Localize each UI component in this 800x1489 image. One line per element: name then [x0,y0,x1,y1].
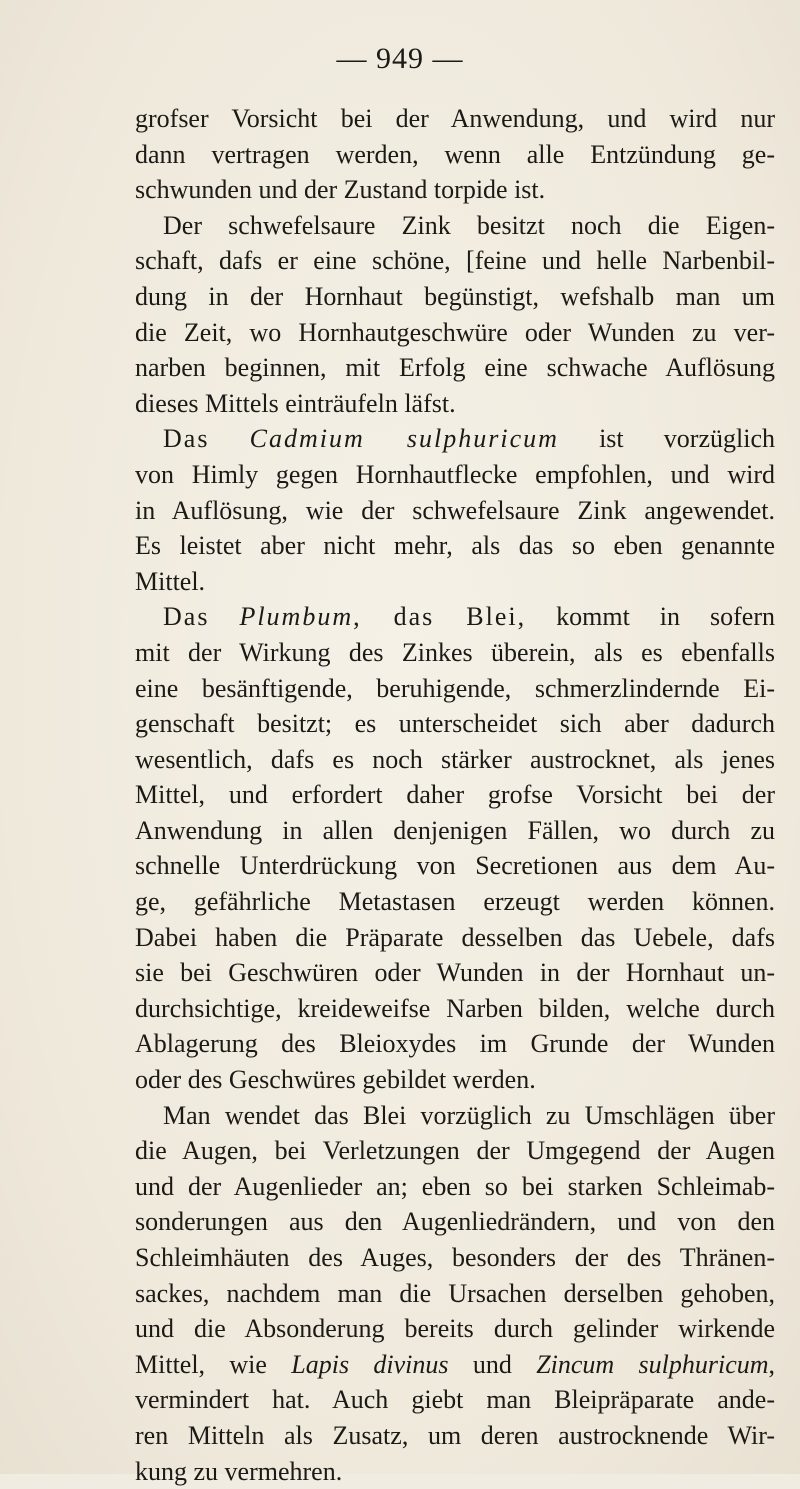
text-line: Anwendung in allen denjenigen Fällen, wo durch zu [135,815,775,845]
text-line: Der schwefelsaure Zink besitzt noch die Eigen- [163,210,775,240]
italic-term: Lapis divinus [291,1349,449,1379]
lead-after: , das Blei, [353,602,527,632]
text-line: dung in der Hornhaut begünstigt, wefshalb man um [135,281,775,311]
text-line: durchsichtige, kreideweifse Narben bilden, welche durch [135,993,775,1023]
line-rest: kommt in sofern [526,602,776,632]
text-line: Es leistet aber nicht mehr, als das so eben genannte [135,531,775,561]
text-line: kung zu vermehren. [135,1456,343,1486]
text-line: dieses Mittels einträufeln läfst. [135,388,456,418]
line-part: , [768,1349,776,1379]
lead-word: Das [163,424,210,454]
text-line [135,1347,775,1383]
text-line: sonderungen aus den Augenliedrändern, und von den [135,1207,775,1237]
text-line: sie bei Geschwüren oder Wunden in der Hornhaut un- [135,958,775,988]
text-line: schaft, dafs er eine schöne, [feine und helle Narbenbil- [135,246,775,276]
text-line: schnelle Unterdrückung von Secretionen aus dem Au- [135,851,775,881]
text-line: und der Augenlieder an; eben so bei starken Schleimab- [135,1171,775,1201]
text-line [135,421,775,457]
text-line: Man wendet das Blei vorzüglich zu Umschlägen über [163,1100,775,1130]
body-text [135,101,775,1489]
text-line: vermindert hat. Auch giebt man Bleipräparate ande- [135,1385,775,1415]
text-line: oder des Geschwüres gebildet werden. [135,1065,536,1095]
text-line: wesentlich, dafs es noch stärker austrocknet, als jenes [135,744,775,774]
text-line: genschaft besitzt; es unterscheidet sich aber dadurch [135,709,775,739]
text-line [135,599,775,635]
line-part: Mittel, wie [135,1349,292,1379]
text-line: mit der Wirkung des Zinkes überein, als es ebenfalls [135,637,775,667]
text-line: und die Absonderung bereits durch gelinder wirkende [135,1314,775,1344]
text-line: Mittel, und erfordert daher grofse Vorsicht bei der [135,780,775,810]
text-line: die Zeit, wo Hornhautgeschwüre oder Wunden zu ver- [135,317,775,347]
text-line: sackes, nachdem man die Ursachen derselben gehoben, [135,1278,775,1308]
text-line: schwunden und der Zustand torpide ist. [135,175,546,205]
text-line: narben beginnen, mit Erfolg eine schwache Auflösung [135,353,775,383]
text-line: eine besänftigende, beruhigende, schmerzlindernde Ei- [135,673,775,703]
text-line: ren Mitteln als Zusatz, um deren austrocknende Wir- [135,1420,775,1450]
line-part: und [448,1349,537,1379]
italic-term: Zincum sulphuricum [536,1349,769,1379]
page-number-header: — 949 — [336,42,464,75]
text-line: die Augen, bei Verletzungen der Umgegend der Augen [135,1136,775,1166]
italic-term: Plumbum [239,602,354,632]
italic-term: Cadmium sulphuricum [249,424,559,454]
text-line: in Auflösung, wie der schwefelsaure Zink angewendet. [135,495,775,525]
lead-word: Das [163,602,210,632]
text-line: von Himly gegen Hornhautflecke empfohlen, und wird [135,459,775,489]
text-line: grofser Vorsicht bei der Anwendung, und wird nur [135,104,775,133]
text-line: ge, gefährliche Metastasen erzeugt werden können. [135,887,775,917]
line-rest: ist vorzüglich [558,424,775,454]
text-line: Schleimhäuten des Auges, besonders der des Thränen- [135,1243,775,1272]
text-line: dann vertragen werden, wenn alle Entzündung ge- [135,139,775,169]
text-line: Ablagerung des Bleioxydes im Grunde der Wunden [135,1029,775,1059]
text-line: Mittel. [135,566,206,596]
text-line: Dabei haben die Präparate desselben das Uebele, dafs [135,922,775,952]
